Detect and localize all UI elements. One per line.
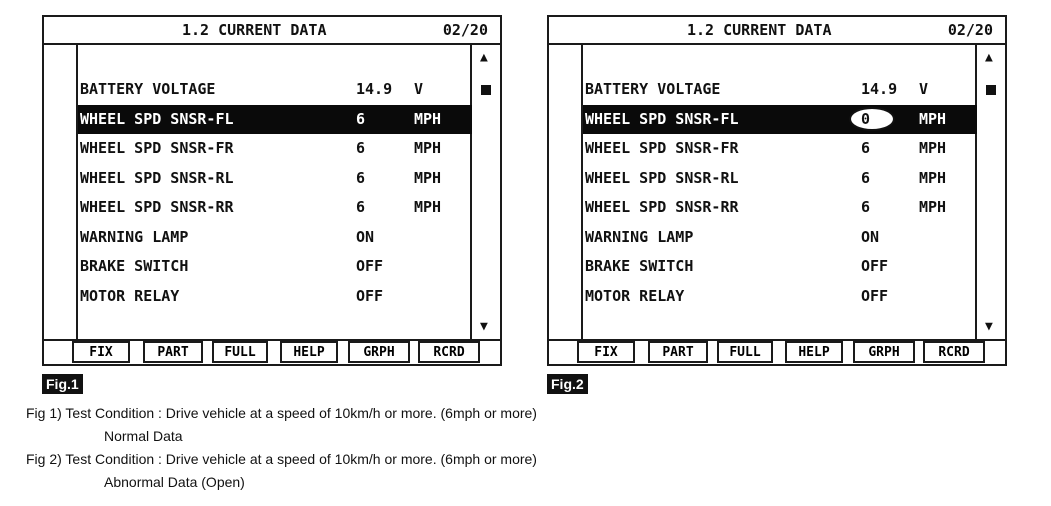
screen-title: 1.2 CURRENT DATA — [182, 21, 327, 39]
scan-tool-screen-fig2 — [547, 15, 1007, 366]
left-margin — [549, 45, 583, 341]
figure-tag-2: Fig.2 — [547, 374, 588, 394]
data-row-wheel-spd-fr[interactable] — [583, 134, 977, 164]
row-unit: MPH — [919, 168, 947, 187]
row-label: BATTERY VOLTAGE — [585, 80, 721, 98]
help-button[interactable]: HELP — [280, 341, 338, 363]
scroll-down-icon[interactable]: ▼ — [985, 319, 993, 334]
row-value: 6 — [861, 168, 871, 187]
row-label: WHEEL SPD SNSR-FR — [80, 139, 234, 157]
data-row-brake-switch[interactable] — [583, 252, 977, 282]
row-unit: V — [919, 80, 929, 98]
row-value: 6 — [356, 139, 366, 157]
row-label: WHEEL SPD SNSR-RL — [585, 168, 739, 187]
rcrd-button[interactable]: RCRD — [418, 341, 480, 363]
scroll-thumb-icon[interactable] — [481, 85, 491, 95]
grph-button[interactable]: GRPH — [853, 341, 915, 363]
row-value: ON — [356, 227, 375, 246]
row-value: 6 — [356, 198, 366, 216]
row-value: 6 — [356, 109, 366, 128]
screen-title-bar — [549, 17, 1005, 45]
row-value: ON — [861, 227, 880, 246]
data-row-wheel-spd-rl[interactable] — [78, 164, 472, 194]
part-button[interactable]: PART — [143, 341, 203, 363]
scroll-thumb-icon[interactable] — [986, 85, 996, 95]
fix-button[interactable]: FIX — [577, 341, 635, 363]
data-row-wheel-spd-fr[interactable] — [78, 134, 472, 164]
row-value: 6 — [356, 168, 366, 187]
row-value: 0 — [861, 109, 871, 128]
row-value: 14.9 — [356, 80, 393, 98]
highlight-circle — [849, 107, 895, 131]
row-unit: V — [414, 80, 424, 98]
page-indicator: 02/20 — [947, 21, 993, 39]
row-label: BRAKE SWITCH — [80, 257, 189, 275]
data-row-wheel-spd-fl-selected[interactable] — [78, 105, 472, 135]
row-unit: MPH — [414, 109, 442, 128]
function-key-bar — [44, 339, 500, 364]
row-label: WHEEL SPD SNSR-RL — [80, 168, 234, 187]
screen-title: 1.2 CURRENT DATA — [687, 21, 832, 39]
data-row-wheel-spd-rr[interactable] — [583, 193, 977, 223]
row-label: MOTOR RELAY — [585, 286, 685, 305]
page-indicator: 02/20 — [442, 21, 488, 39]
data-row-brake-switch[interactable] — [78, 252, 472, 282]
help-button[interactable]: HELP — [785, 341, 843, 363]
row-label: WHEEL SPD SNSR-FL — [585, 109, 739, 128]
row-value: OFF — [861, 257, 889, 275]
scrollbar[interactable] — [975, 45, 1005, 341]
row-label: WHEEL SPD SNSR-FR — [585, 139, 739, 157]
caption-fig1-condition: Fig 1) Test Condition : Drive vehicle at a speed of 10km/h or more. (6mph or more) — [26, 405, 537, 421]
screen-title-bar — [44, 17, 500, 45]
data-row-warning-lamp[interactable] — [78, 223, 472, 253]
function-key-bar — [549, 339, 1005, 364]
row-unit: MPH — [919, 139, 947, 157]
row-value: OFF — [861, 286, 889, 305]
data-row-battery-voltage[interactable] — [78, 75, 472, 105]
row-label: WHEEL SPD SNSR-RR — [80, 198, 234, 216]
row-value: OFF — [356, 257, 384, 275]
scroll-up-icon[interactable]: ▲ — [985, 50, 993, 65]
full-button[interactable]: FULL — [212, 341, 268, 363]
caption-fig1-result: Normal Data — [104, 428, 183, 444]
rcrd-button[interactable]: RCRD — [923, 341, 985, 363]
data-row-battery-voltage[interactable] — [583, 75, 977, 105]
row-label: BATTERY VOLTAGE — [80, 80, 216, 98]
left-margin — [44, 45, 78, 341]
row-value: OFF — [356, 286, 384, 305]
row-label: WHEEL SPD SNSR-RR — [585, 198, 739, 216]
row-unit: MPH — [919, 109, 947, 128]
data-row-wheel-spd-rr[interactable] — [78, 193, 472, 223]
row-unit: MPH — [414, 139, 442, 157]
row-value: 14.9 — [861, 80, 898, 98]
scrollbar[interactable] — [470, 45, 500, 341]
data-list — [78, 75, 472, 311]
row-label: WARNING LAMP — [80, 227, 189, 246]
row-label: WHEEL SPD SNSR-FL — [80, 109, 234, 128]
scroll-down-icon[interactable]: ▼ — [480, 319, 488, 334]
caption-fig2-condition: Fig 2) Test Condition : Drive vehicle at a speed of 10km/h or more. (6mph or more) — [26, 451, 537, 467]
caption-fig2-result: Abnormal Data (Open) — [104, 474, 245, 490]
data-row-warning-lamp[interactable] — [583, 223, 977, 253]
row-value: 6 — [861, 139, 871, 157]
grph-button[interactable]: GRPH — [348, 341, 410, 363]
data-list — [583, 75, 977, 311]
part-button[interactable]: PART — [648, 341, 708, 363]
row-label: WARNING LAMP — [585, 227, 694, 246]
row-label: MOTOR RELAY — [80, 286, 180, 305]
data-row-wheel-spd-rl[interactable] — [583, 164, 977, 194]
full-button[interactable]: FULL — [717, 341, 773, 363]
fix-button[interactable]: FIX — [72, 341, 130, 363]
row-unit: MPH — [414, 198, 442, 216]
row-unit: MPH — [919, 198, 947, 216]
data-row-wheel-spd-fl-selected[interactable] — [583, 105, 977, 135]
scan-tool-screen-fig1 — [42, 15, 502, 366]
row-value: 6 — [861, 198, 871, 216]
row-unit: MPH — [414, 168, 442, 187]
data-row-motor-relay[interactable] — [583, 282, 977, 312]
figure-tag-1: Fig.1 — [42, 374, 83, 394]
scroll-up-icon[interactable]: ▲ — [480, 50, 488, 65]
data-row-motor-relay[interactable] — [78, 282, 472, 312]
row-label: BRAKE SWITCH — [585, 257, 694, 275]
